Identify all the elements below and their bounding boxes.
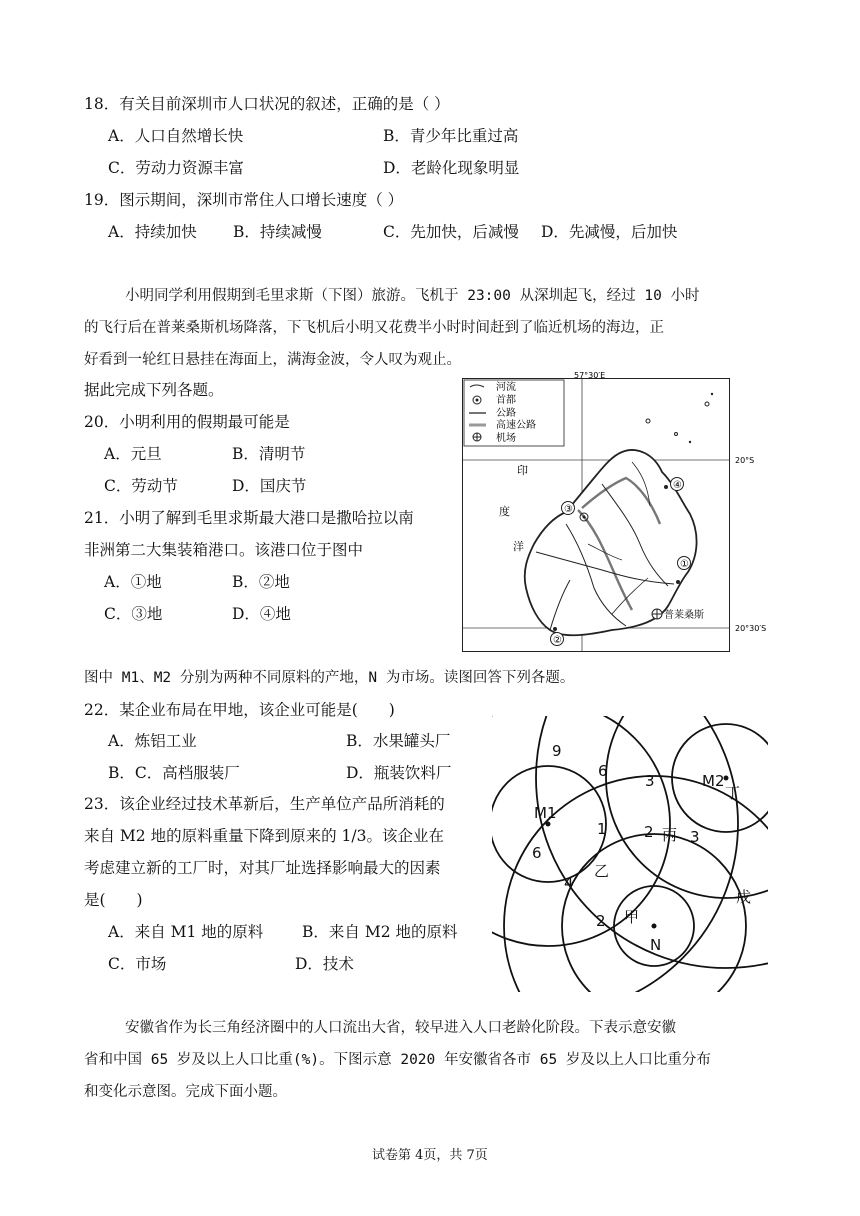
passage1-line-3: 好看到一轮红日悬挂在海面上，满海金波，令人叹为观止。 (84, 352, 461, 368)
map-point-4: ④ (673, 480, 682, 491)
q19-option-a: A．持续加快 (108, 223, 197, 241)
passage1-line-1: 小明同学利用假期到毛里求斯（下图）旅游。飞机于 23:00 从深圳起飞，经过 10 小时 (125, 288, 700, 304)
map-airport-label: 普莱桑斯 (664, 610, 704, 621)
q20-option-d: D．国庆节 (232, 477, 307, 495)
q18-stem: 18．有关目前深圳市人口状况的叙述，正确的是（ ） (84, 95, 450, 113)
isoline-label-1: 1 (597, 820, 607, 838)
passage2-line-1: 安徽省作为长三角经济圈中的人口流出大省，较早进入人口老龄化阶段。下表示意安徽 (125, 1020, 676, 1036)
isoline-label-6b: 6 (532, 844, 542, 862)
q23-option-b: B．来自 M2 地的原料 (302, 923, 458, 941)
q23-stem-line-2: 来自 M2 地的原料重量下降到原来的 1/3。该企业在 (84, 827, 444, 845)
q23-stem-line-4: 是( ) (84, 891, 143, 909)
legend-highway: 高速公路 (496, 420, 536, 431)
node-m1: M1 (534, 804, 557, 822)
q21-option-b: B．②地 (232, 573, 290, 591)
map-lat-label-2: 20°30′S (735, 624, 767, 633)
q23-stem-line-1: 23．该企业经过技术革新后，生产单位产品所消耗的 (84, 795, 445, 813)
intro-2: 图中 M1、M2 分别为两种不同原料的产地，N 为市场。读图回答下列各题。 (84, 670, 575, 686)
place-yi: 乙 (594, 862, 610, 880)
passage2-line-2: 省和中国 65 岁及以上人口比重(%)。下图示意 2020 年安徽省各市 65 岁及以上人口比重分布 (84, 1052, 711, 1068)
q21-stem-line-2: 非洲第二大集装箱港口。该港口位于图中 (84, 541, 364, 559)
place-jia: 甲 (624, 908, 640, 926)
page-footer: 试卷第 4页，共 7页 (372, 1148, 488, 1163)
legend-road: 公路 (496, 408, 516, 419)
place-bing: 丙 (662, 826, 678, 844)
q18-option-d: D．老龄化现象明显 (383, 159, 520, 177)
q19-option-d: D．先减慢，后加快 (541, 223, 678, 241)
q20-option-a: A．元旦 (104, 445, 162, 463)
isoline-label-2b: 2 (596, 912, 606, 930)
q23-option-c: C．市场 (108, 955, 167, 973)
q22-option-a: A．炼铝工业 (108, 732, 197, 750)
q19-option-c: C．先加快，后减慢 (383, 223, 519, 241)
q22-option-b: B．水果罐头厂 (346, 732, 451, 750)
q18-option-a: A．人口自然增长快 (108, 127, 244, 145)
map-ocean-2: 度 (499, 505, 510, 518)
q23-option-d: D．技术 (295, 955, 354, 973)
q22-option-d: D．瓶装饮料厂 (346, 764, 452, 782)
legend-river: 河流 (496, 382, 516, 393)
passage1-line-2: 的飞行后在普莱桑斯机场降落，下飞机后小明又花费半小时时间赶到了临近机场的海边，正 (84, 320, 664, 336)
q22-stem: 22．某企业布局在甲地，该企业可能是( ) (84, 701, 395, 719)
isoline-label-9: 9 (552, 742, 562, 760)
isoline-label-2a: 2 (644, 823, 654, 841)
isoline-label-6a: 6 (598, 762, 608, 780)
mauritius-map (462, 371, 767, 652)
isoline-label-4: 4 (564, 874, 574, 892)
q19-option-b: B．持续减慢 (233, 223, 322, 241)
node-n: N (650, 936, 662, 954)
q21-option-a: A．①地 (104, 573, 162, 591)
isoline-label-3b: 3 (690, 828, 700, 846)
map-legend (464, 380, 564, 446)
map-point-2: ② (553, 635, 562, 646)
q18-option-b: B．青少年比重过高 (383, 127, 519, 145)
place-wu: 戊 (736, 888, 752, 906)
instruction-1: 据此完成下列各题。 (84, 381, 224, 399)
q23-option-a: A．来自 M1 地的原料 (108, 923, 264, 941)
q18-option-c: C．劳动力资源丰富 (108, 159, 244, 177)
q23-stem-line-3: 考虑建立新的工厂时，对其厂址选择影响最大的因素 (84, 859, 441, 877)
place-ding: 丁 (725, 784, 741, 802)
q19-stem: 19．图示期间，深圳市常住人口增长速度（ ） (84, 191, 404, 209)
map-longitude-label: 57°30′E (574, 371, 606, 380)
legend-capital: 首都 (496, 395, 516, 406)
q21-option-d: D．④地 (232, 605, 291, 623)
q20-option-b: B．清明节 (232, 445, 306, 463)
isoline-label-3a: 3 (645, 772, 655, 790)
isocost-circle-diagram (492, 716, 768, 992)
passage2-line-3: 和变化示意图。完成下面小题。 (84, 1084, 287, 1100)
node-m2: M2 (702, 772, 725, 790)
map-lat-label-1: 20°S (735, 456, 755, 465)
q22-option-c: B．C．高档服装厂 (108, 764, 240, 782)
map-point-3: ③ (564, 504, 573, 515)
map-ocean-3: 洋 (513, 540, 524, 553)
legend-airport: 机场 (496, 433, 516, 444)
map-ocean-1: 印 (517, 464, 528, 477)
map-point-1: ① (680, 559, 689, 570)
q20-option-c: C．劳动节 (104, 477, 178, 495)
q20-stem: 20．小明利用的假期最可能是 (84, 413, 290, 431)
q21-stem-line-1: 21．小明了解到毛里求斯最大港口是撒哈拉以南 (84, 509, 414, 527)
q21-option-c: C．③地 (104, 605, 163, 623)
